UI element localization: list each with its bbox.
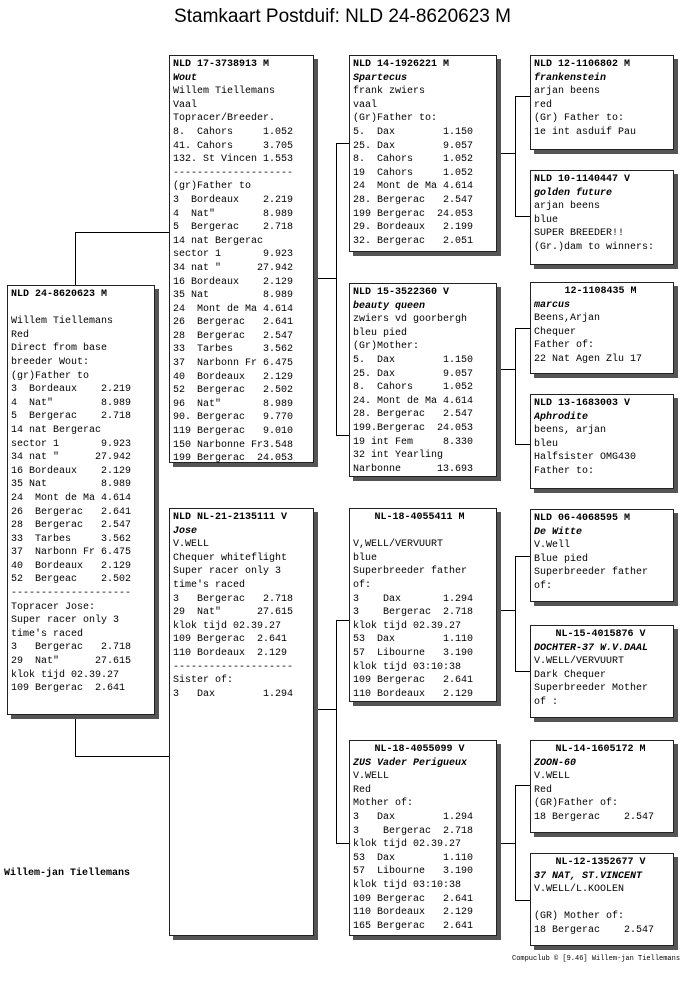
detail-line: Narbonne 13.693 bbox=[353, 463, 474, 475]
connector-line bbox=[497, 610, 515, 611]
detail-line: 25. Dax 9.057 bbox=[353, 368, 474, 380]
card-details bbox=[353, 313, 496, 476]
connector-line bbox=[515, 96, 530, 97]
detail-line: 28. Bergerac 2.547 bbox=[353, 194, 474, 206]
ring-number: NL-12-1352677 V bbox=[555, 857, 646, 868]
detail-line: 199 Bergerac 24.053 bbox=[353, 208, 474, 220]
detail-line: 24 Mont de Ma 4.614 bbox=[173, 303, 294, 315]
ring-number: 12-1108435 M bbox=[564, 286, 637, 297]
detail-line: arjan beens bbox=[534, 86, 601, 98]
detail-line: 29. Bordeaux 2.199 bbox=[353, 222, 474, 234]
ring-number: NL-15-4015876 V bbox=[555, 629, 646, 640]
detail-line: 5. Dax 1.150 bbox=[353, 354, 474, 366]
connector-line bbox=[515, 444, 530, 445]
connector-line bbox=[515, 216, 530, 217]
detail-line: beens, arjan bbox=[534, 425, 607, 437]
connector-line bbox=[336, 143, 337, 435]
detail-line: 57 Libourne 3.190 bbox=[353, 647, 474, 659]
detail-line: 199.Bergerac 24.053 bbox=[353, 422, 474, 434]
pigeon-name: Jose bbox=[173, 525, 198, 537]
detail-line: breeder Wout: bbox=[11, 356, 90, 368]
detail-line: of : bbox=[534, 696, 559, 708]
detail-line: 28. Bergerac 2.547 bbox=[353, 409, 474, 421]
detail-line: 35 Nat 8.989 bbox=[11, 479, 132, 491]
detail-line: 14 nat Bergerac bbox=[11, 424, 102, 436]
detail-line: Willem Tiellemans bbox=[173, 86, 276, 98]
detail-line: Father of: bbox=[534, 340, 595, 352]
connector-line bbox=[515, 900, 530, 901]
connector-line bbox=[515, 556, 516, 671]
connector-line bbox=[515, 671, 530, 672]
connector-line bbox=[515, 96, 516, 216]
pigeon-name: frankenstein bbox=[534, 72, 607, 84]
detail-line: Chequer bbox=[534, 326, 577, 338]
detail-line: 109 Bergerac 2.641 bbox=[173, 634, 288, 646]
detail-line: V.WELL bbox=[353, 771, 390, 783]
pedigree-card-father-mother[interactable] bbox=[349, 283, 497, 477]
detail-line: 110 Bordeaux 2.129 bbox=[173, 647, 288, 659]
detail-line: (Gr)Mother: bbox=[353, 341, 420, 353]
detail-line: red bbox=[534, 99, 553, 111]
detail-line: 24 Mont de Ma 4.614 bbox=[11, 492, 132, 504]
card-details bbox=[534, 655, 673, 709]
detail-line: frank zwiers bbox=[353, 86, 426, 98]
detail-line: Direct from base bbox=[11, 343, 108, 355]
connector-line bbox=[515, 785, 530, 786]
detail-line: 8. Cahors 1.052 bbox=[173, 126, 294, 138]
detail-line: 8. Cahors 1.052 bbox=[353, 154, 474, 166]
pedigree-card-mmm[interactable] bbox=[530, 853, 674, 946]
detail-line: 119 Bergerac 9.010 bbox=[173, 426, 294, 438]
ring-number: NLD 14-1926221 M bbox=[353, 59, 450, 70]
detail-line: 28 Bergerac 2.547 bbox=[11, 520, 132, 532]
detail-line: time's raced bbox=[11, 628, 84, 640]
pigeon-name: Spartecus bbox=[353, 72, 408, 84]
detail-line: sector 1 9.923 bbox=[173, 249, 294, 261]
detail-line: Superbreeder father bbox=[534, 567, 649, 579]
detail-line: 96 Nat" 8.989 bbox=[173, 398, 294, 410]
detail-line: Mother of: bbox=[353, 798, 414, 810]
ring-number: NL-18-4055411 M bbox=[374, 512, 465, 523]
pigeon-name: DOCHTER-37 W.V.DAAL bbox=[534, 642, 649, 654]
pedigree-card-fff[interactable] bbox=[530, 55, 674, 150]
ring-number: NLD 17-3738913 M bbox=[173, 59, 270, 70]
detail-line: bleu bbox=[534, 438, 559, 450]
footer-credit: Compuclub © [9.46] Willem-jan Tiellemans bbox=[512, 955, 681, 963]
detail-line: 37 Narbonn Fr 6.475 bbox=[173, 358, 294, 370]
detail-line: time's raced bbox=[173, 579, 246, 591]
ring-number: NLD 15-3522360 V bbox=[353, 287, 450, 298]
detail-line: 18 Bergerac 2.547 bbox=[534, 924, 655, 936]
detail-line: 165 Bergerac 2.641 bbox=[353, 920, 474, 932]
detail-line: 40 Bordeaux 2.129 bbox=[11, 560, 132, 572]
pedigree-card-fmm[interactable] bbox=[530, 394, 674, 489]
detail-line: 5 Bergerac 2.718 bbox=[11, 411, 132, 423]
connector-line bbox=[336, 620, 349, 621]
detail-line: Chequer whiteflight bbox=[173, 552, 288, 564]
ring-number: NL-18-4055099 V bbox=[374, 744, 465, 755]
pedigree-card-mff[interactable] bbox=[530, 509, 674, 602]
pigeon-name: ZOON-60 bbox=[534, 757, 577, 769]
detail-line: -------------------- bbox=[173, 661, 294, 673]
detail-line: 35 Nat 8.989 bbox=[173, 290, 294, 302]
pedigree-card-mother[interactable] bbox=[169, 508, 314, 936]
card-details bbox=[173, 538, 313, 701]
detail-line: 19 Cahors 1.052 bbox=[353, 167, 474, 179]
detail-line: Vaal bbox=[173, 99, 198, 111]
detail-line: 24. Mont de Ma 4.614 bbox=[353, 395, 474, 407]
card-details bbox=[534, 539, 673, 593]
detail-line: 24 Mont de Ma 4.614 bbox=[353, 181, 474, 193]
pedigree-card-father-father[interactable] bbox=[349, 55, 497, 252]
page-title: Stamkaart Postduif: NLD 24-8620623 M bbox=[174, 6, 511, 27]
pedigree-card-subject[interactable] bbox=[7, 285, 155, 715]
detail-line: 53 Dax 1.110 bbox=[353, 852, 474, 864]
detail-line: 109 Bergerac 2.641 bbox=[353, 893, 474, 905]
card-details bbox=[353, 85, 496, 248]
detail-line: 18 Bergerac 2.547 bbox=[534, 811, 655, 823]
ring-number: NLD 06-4068595 M bbox=[534, 513, 631, 524]
detail-line: 132. St Vincen 1.553 bbox=[173, 154, 294, 166]
detail-line: bleu pied bbox=[353, 327, 408, 339]
detail-line: 53 Dax 1.110 bbox=[353, 634, 474, 646]
detail-line: 26 Bergerac 2.641 bbox=[11, 506, 132, 518]
detail-line: 150 Narbonne Fr3.548 bbox=[173, 439, 294, 451]
detail-line: (Gr) Father to: bbox=[534, 113, 625, 125]
detail-line: V.WELL/L.KOOLEN bbox=[534, 884, 625, 896]
card-details bbox=[534, 200, 673, 254]
detail-line: Dark Chequer bbox=[534, 669, 607, 681]
detail-line: 29 Nat" 27.615 bbox=[173, 607, 294, 619]
detail-line: (Gr.)dam to winners: bbox=[534, 241, 655, 253]
detail-line: 8. Cahors 1.052 bbox=[353, 382, 474, 394]
card-details bbox=[534, 312, 673, 366]
detail-line: 29 Nat" 27.615 bbox=[11, 656, 132, 668]
connector-line bbox=[336, 143, 349, 144]
detail-line: (GR)Father of: bbox=[534, 798, 619, 810]
detail-line: 3 Bordeaux 2.219 bbox=[11, 384, 132, 396]
detail-line: 3 Bergerac 2.718 bbox=[353, 607, 474, 619]
detail-line: Sister of: bbox=[173, 675, 234, 687]
detail-line: 32. Bergerac 2.051 bbox=[353, 235, 474, 247]
detail-line: 109 Bergerac 2.641 bbox=[353, 675, 474, 687]
detail-line: (gr)Father to bbox=[11, 370, 90, 382]
ring-number: NLD 10-1140447 V bbox=[534, 174, 631, 185]
detail-line: blue bbox=[353, 552, 378, 564]
card-details bbox=[173, 85, 313, 466]
detail-line: 25. Dax 9.057 bbox=[353, 140, 474, 152]
pedigree-card-mfm[interactable] bbox=[530, 625, 674, 718]
detail-line: 40 Bordeaux 2.129 bbox=[173, 371, 294, 383]
pedigree-card-ffm[interactable] bbox=[530, 170, 674, 265]
ring-number: NLD 13-1683003 V bbox=[534, 398, 631, 409]
card-details bbox=[353, 770, 496, 933]
detail-line: sector 1 9.923 bbox=[11, 438, 132, 450]
detail-line: SUPER BREEDER!! bbox=[534, 228, 625, 240]
detail-line: 199 Bergerac 24.053 bbox=[173, 453, 294, 465]
ring-number: NLD 24-8620623 M bbox=[11, 289, 108, 300]
detail-line: 3 Bordeaux 2.219 bbox=[173, 194, 294, 206]
detail-line: 1e int asduif Pau bbox=[534, 126, 637, 138]
detail-line: -------------------- bbox=[173, 167, 294, 179]
pedigree-card-fmf[interactable] bbox=[530, 282, 674, 374]
detail-line: 37 Narbonn Fr 6.475 bbox=[11, 547, 132, 559]
pigeon-name: golden future bbox=[534, 187, 613, 199]
pedigree-card-mmf[interactable] bbox=[530, 740, 674, 833]
detail-line bbox=[534, 897, 673, 911]
connector-line bbox=[75, 232, 169, 233]
detail-line: Red bbox=[353, 784, 372, 796]
detail-line: Red bbox=[534, 784, 553, 796]
ring-number: NLD 12-1106802 M bbox=[534, 59, 631, 70]
detail-line: zwiers vd goorbergh bbox=[353, 314, 468, 326]
detail-line: 3 Dax 1.294 bbox=[353, 593, 474, 605]
detail-line: arjan beens bbox=[534, 201, 601, 213]
ring-number: NL-14-1605172 M bbox=[555, 744, 646, 755]
card-details bbox=[11, 302, 154, 696]
detail-line: 3 Dax 1.294 bbox=[173, 688, 294, 700]
detail-line: Super racer only 3 bbox=[173, 566, 282, 578]
connector-line bbox=[497, 153, 515, 154]
detail-line: klok tijd 03:10:38 bbox=[353, 661, 462, 673]
detail-line: 5. Dax 1.150 bbox=[353, 126, 474, 138]
connector-line bbox=[314, 278, 336, 279]
connector-line bbox=[336, 620, 337, 843]
detail-line: klok tijd 02.39.27 bbox=[353, 620, 462, 632]
detail-line: 57 Libourne 3.190 bbox=[353, 866, 474, 878]
detail-line: 3 Dax 1.294 bbox=[353, 811, 474, 823]
detail-line: Willem Tiellemans bbox=[11, 316, 114, 328]
detail-line: vaal bbox=[353, 99, 378, 111]
detail-line: 3 Bergerac 2.718 bbox=[11, 642, 132, 654]
detail-line: 16 Bordeaux 2.129 bbox=[173, 276, 294, 288]
detail-line: Topracer Jose: bbox=[11, 601, 96, 613]
connector-line bbox=[314, 709, 336, 710]
pigeon-name: beauty queen bbox=[353, 300, 426, 312]
detail-line: of: bbox=[353, 579, 372, 591]
detail-line: 32 int Yearling bbox=[353, 450, 444, 462]
detail-line: 52 Bergerac 2.502 bbox=[173, 385, 294, 397]
detail-line: 4 Nat" 8.989 bbox=[173, 208, 294, 220]
ring-number: NLD NL-21-2135111 V bbox=[173, 512, 288, 523]
detail-line: V.WELL/VERVUURT bbox=[534, 656, 625, 668]
detail-line: 19 int Fem 8.330 bbox=[353, 436, 474, 448]
card-details bbox=[534, 883, 673, 937]
detail-line: 34 nat " 27.942 bbox=[11, 452, 132, 464]
owner-name: Willem-jan Tiellemans bbox=[4, 868, 131, 879]
pigeon-name: 37 NAT, ST.VINCENT bbox=[534, 870, 643, 882]
detail-line: Father to: bbox=[534, 465, 595, 477]
detail-line: 33 Tarbes 3.562 bbox=[11, 533, 132, 545]
detail-line: of: bbox=[534, 580, 553, 592]
detail-line: 109 Bergerac 2.641 bbox=[11, 683, 126, 695]
detail-line: blue bbox=[534, 214, 559, 226]
detail-line: klok tijd 02.39.27 bbox=[11, 669, 120, 681]
detail-line: 26 Bergerac 2.641 bbox=[173, 317, 294, 329]
connector-line bbox=[515, 785, 516, 900]
detail-line: 41. Cahors 3.705 bbox=[173, 140, 294, 152]
detail-line: 90. Bergerac 9.770 bbox=[173, 412, 294, 424]
detail-line: V.WELL bbox=[534, 771, 571, 783]
detail-line: (GR) Mother of: bbox=[534, 911, 625, 923]
detail-line: Superbreeder Mother bbox=[534, 683, 649, 695]
detail-line: 14 nat Bergerac bbox=[173, 235, 264, 247]
detail-line: -------------------- bbox=[11, 588, 132, 600]
connector-line bbox=[515, 556, 530, 557]
pigeon-name: De Witte bbox=[534, 526, 583, 538]
detail-line: klok tijd 02.39.27 bbox=[173, 620, 282, 632]
detail-line: (gr)Father to bbox=[173, 181, 252, 193]
detail-line: Red bbox=[11, 329, 30, 341]
connector-line bbox=[497, 369, 515, 370]
card-details bbox=[534, 424, 673, 478]
detail-line: 22 Nat Agen Zlu 17 bbox=[534, 353, 643, 365]
detail-line: 4 Nat" 8.989 bbox=[11, 397, 132, 409]
pigeon-name: ZUS Vader Perigueux bbox=[353, 757, 468, 769]
card-details bbox=[353, 525, 496, 702]
detail-line: 16 Bordeaux 2.129 bbox=[11, 465, 132, 477]
detail-line: 33 Tarbes 3.562 bbox=[173, 344, 294, 356]
detail-line: 28 Bergerac 2.547 bbox=[173, 330, 294, 342]
detail-line: 3 Bergerac 2.718 bbox=[353, 825, 474, 837]
detail-line: V.WELL bbox=[173, 539, 210, 551]
card-details bbox=[534, 85, 673, 139]
connector-line bbox=[336, 843, 349, 844]
detail-line: 34 nat " 27.942 bbox=[173, 262, 294, 274]
detail-line: 5 Bergerac 2.718 bbox=[173, 222, 294, 234]
detail-line: klok tijd 03:10:38 bbox=[353, 879, 462, 891]
pigeon-name: marcus bbox=[534, 299, 571, 311]
pigeon-name: Aphrodite bbox=[534, 411, 589, 423]
detail-line: V.Well bbox=[534, 540, 571, 552]
pedigree-card-mother-mother[interactable] bbox=[349, 740, 497, 936]
detail-line: V,WELL/VERVUURT bbox=[353, 539, 444, 551]
detail-line: 110 Bordeaux 2.129 bbox=[353, 688, 474, 700]
detail-line: Super racer only 3 bbox=[11, 615, 120, 627]
connector-line bbox=[75, 756, 169, 757]
detail-line bbox=[353, 525, 496, 539]
detail-line: Blue pied bbox=[534, 553, 589, 565]
detail-line: 110 Bordeaux 2.129 bbox=[353, 907, 474, 919]
detail-line: 3 Bergerac 2.718 bbox=[173, 593, 294, 605]
pigeon-name: Wout bbox=[173, 72, 198, 84]
pedigree-card-father[interactable] bbox=[169, 55, 314, 463]
detail-line bbox=[11, 302, 154, 316]
connector-line bbox=[336, 435, 349, 436]
detail-line: Halfsister OMG430 bbox=[534, 452, 637, 464]
detail-line: klok tijd 02.39.27 bbox=[353, 839, 462, 851]
card-details bbox=[534, 770, 673, 824]
connector-line bbox=[497, 843, 515, 844]
detail-line: Topracer/Breeder. bbox=[173, 113, 276, 125]
detail-line: Superbreeder father bbox=[353, 566, 468, 578]
detail-line: (Gr)Father to: bbox=[353, 113, 438, 125]
detail-line: Beens,Arjan bbox=[534, 313, 601, 325]
connector-line bbox=[515, 328, 516, 444]
detail-line: 52 Bergeac 2.502 bbox=[11, 574, 132, 586]
connector-line bbox=[515, 328, 530, 329]
pedigree-card-mother-father[interactable] bbox=[349, 508, 497, 702]
